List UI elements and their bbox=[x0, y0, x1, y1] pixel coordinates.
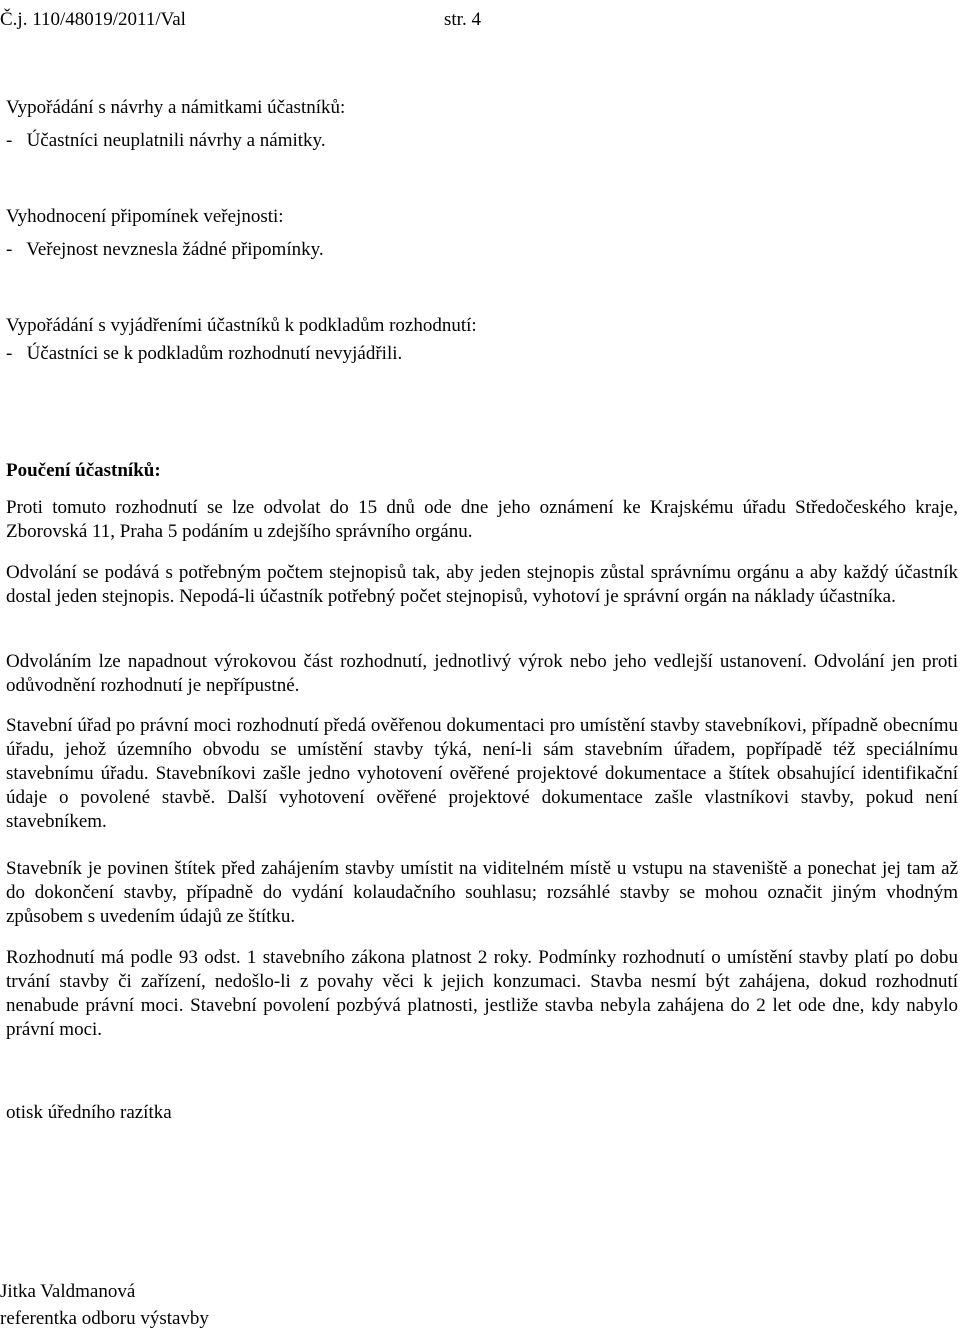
proposals-item: - Účastníci neuplatnili návrhy a námitky. bbox=[6, 130, 326, 151]
signature-name: Jitka Valdmanová bbox=[0, 1281, 136, 1302]
instruction-paragraph-label: Stavebník je povinen štítek před zahájením stavby umístit na viditelném místě u vstupu na staveniště a ponechat jej tam až do dokončení stavby, případně do vydání kolaudačního souhlasu; rozsáhlé stavby se mohou označit jiným vhodným způsobem s uvedením údajů ze štítku. bbox=[6, 858, 958, 927]
page-number: str. 4 bbox=[444, 9, 481, 30]
public-comments-item: - Veřejnost nevznesla žádné připomínky. bbox=[6, 239, 324, 260]
instruction-paragraph-scope: Odvoláním lze napadnout výrokovou část rozhodnutí, jednotlivý výrok nebo jeho vedlejší ustanovení. Odvolání jen proti odůvodnění rozhodnutí je nepřípustné. bbox=[6, 651, 958, 696]
instruction-paragraph-validity: Rozhodnutí má podle 93 odst. 1 stavebního zákona platnost 2 roky. Podmínky rozhodnutí o umístění stavby platí po dobu trvání stavby či zařízení, nedošlo-li z povahy věci k jejich konzumaci. Stavba nesmí být zahájena, dokud rozhodnutí nenabude právní moci. Stavební povolení pozbývá platnosti, jestliže stavba nebyla zahájena do 2 let ode dne, kdy nabylo právní moci. bbox=[6, 947, 958, 1040]
signature-role: referentka odboru výstavby bbox=[0, 1308, 209, 1329]
public-comments-title: Vyhodnocení připomínek veřejnosti: bbox=[6, 206, 284, 227]
instruction-paragraph-copies: Odvolání se podává s potřebným počtem stejnopisů tak, aby jeden stejnopis zůstal správnímu orgánu a aby každý účastník dostal jeden stejnopis. Nepodá-li účastník potřebný počet stejnopisů, vyhotoví je správní orgán na náklady účastníka. bbox=[6, 562, 958, 607]
statements-item: - Účastníci se k podkladům rozhodnutí nevyjádřili. bbox=[6, 343, 403, 364]
statements-title: Vypořádání s vyjádřeními účastníků k podkladům rozhodnutí: bbox=[6, 315, 477, 336]
instruction-paragraph-appeal: Proti tomuto rozhodnutí se lze odvolat do 15 dnů ode dne jeho oznámení ke Krajskému úřadu Středočeského kraje, Zborovská 11, Praha 5 podáním u zdejšího správního orgánu. bbox=[6, 497, 958, 542]
stamp-placeholder: otisk úředního razítka bbox=[6, 1102, 172, 1123]
instruction-paragraph-documentation: Stavební úřad po právní moci rozhodnutí předá ověřenou dokumentaci pro umístění stavby stavebníkovi, případně obecnímu úřadu, jehož územního obvodu se umístění stavby týká, není-li sám stavebním úřadem, popřípadě též speciálnímu stavebnímu úřadu. Stavebníkovi zašle jedno vyhotovení ověřené projektové dokumentace a štítek obsahující identifikační údaje o povolené stavbě. Další vyhotovení ověřené projektové dokumentace zašle vlastníkovi stavby, pokud není stavebníkem. bbox=[6, 715, 958, 832]
instruction-title: Poučení účastníků: bbox=[6, 460, 161, 481]
document-reference: Č.j. 110/48019/2011/Val bbox=[0, 9, 186, 30]
proposals-title: Vypořádání s návrhy a námitkami účastníků: bbox=[6, 97, 346, 118]
